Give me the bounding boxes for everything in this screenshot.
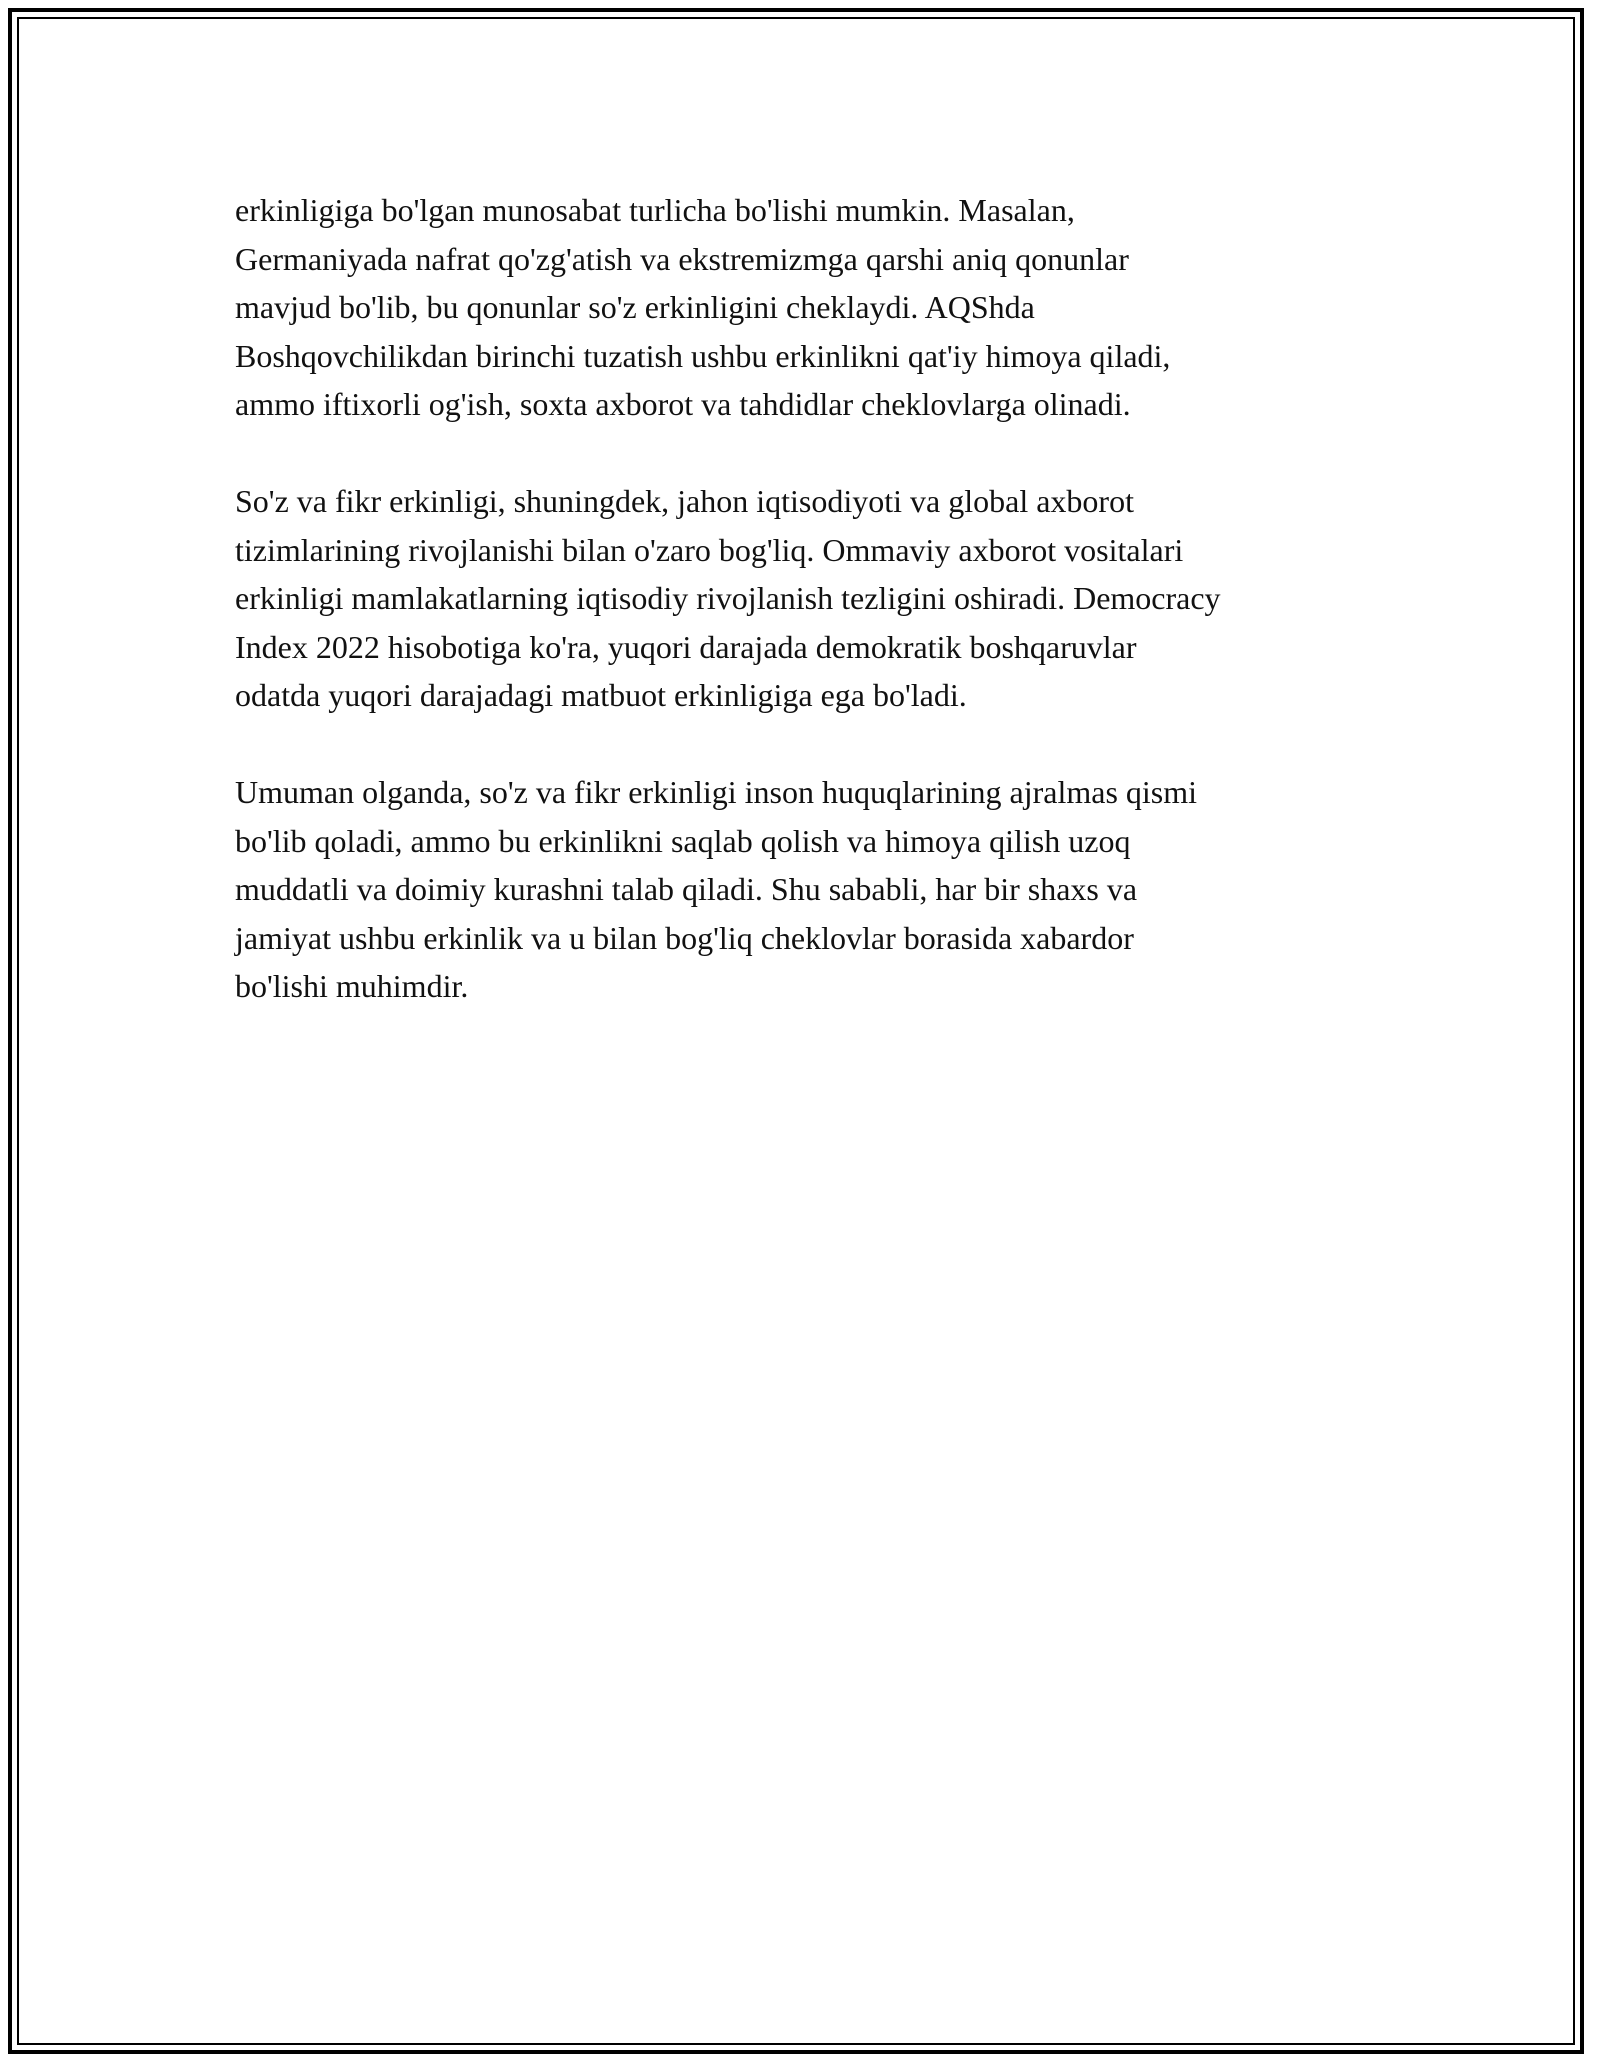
text-line: So'z va fikr erkinligi, shuningdek, jahon iqtisodiyoti va global axborot — [235, 483, 1134, 519]
paragraph-2 — [235, 477, 1375, 720]
text-line: jamiyat ushbu erkinlik va u bilan bog'liq cheklovlar borasida xabardor — [235, 919, 1134, 956]
text-line: Germaniyada nafrat qo'zg'atish va ekstremizmga qarshi aniq qonunlar — [235, 240, 1129, 277]
document-body — [235, 186, 1375, 1011]
text-line: tizimlarining rivojlanishi bilan o'zaro bog'liq. Ommaviy axborot vositalari — [235, 531, 1184, 568]
text-line: bo'lishi muhimdir. — [235, 968, 469, 1004]
text-line: Umuman olganda, so'z va fikr erkinligi inson huquqlarining ajralmas qismi — [235, 774, 1198, 810]
text-line: ammo iftixorli og'ish, soxta axborot va tahdidlar cheklovlarga olinadi. — [235, 386, 1131, 422]
text-line: erkinligiga bo'lgan munosabat turlicha bo'lishi mumkin. Masalan, — [235, 192, 1075, 228]
text-line: bo'lib qoladi, ammo bu erkinlikni saqlab qolish va himoya qilish uzoq — [235, 822, 1131, 859]
text-line: odatda yuqori darajadagi matbuot erkinligiga ega bo'ladi. — [235, 677, 967, 713]
text-line: Index 2022 hisobotiga ko'ra, yuqori darajada demokratik boshqaruvlar — [235, 628, 1137, 665]
text-line: erkinligi mamlakatlarning iqtisodiy rivojlanish tezligini oshiradi. Democracy — [235, 580, 1221, 616]
text-line: Boshqovchilikdan birinchi tuzatish ushbu erkinlikni qat'iy himoya qiladi, — [235, 337, 1171, 374]
text-line: mavjud bo'lib, bu qonunlar so'z erkinligini cheklaydi. AQShda — [235, 289, 1035, 325]
text-line: muddatli va doimiy kurashni talab qiladi. Shu sababli, har bir shaxs va — [235, 871, 1138, 907]
paragraph-1 — [235, 186, 1375, 429]
paragraph-3 — [235, 768, 1375, 1011]
